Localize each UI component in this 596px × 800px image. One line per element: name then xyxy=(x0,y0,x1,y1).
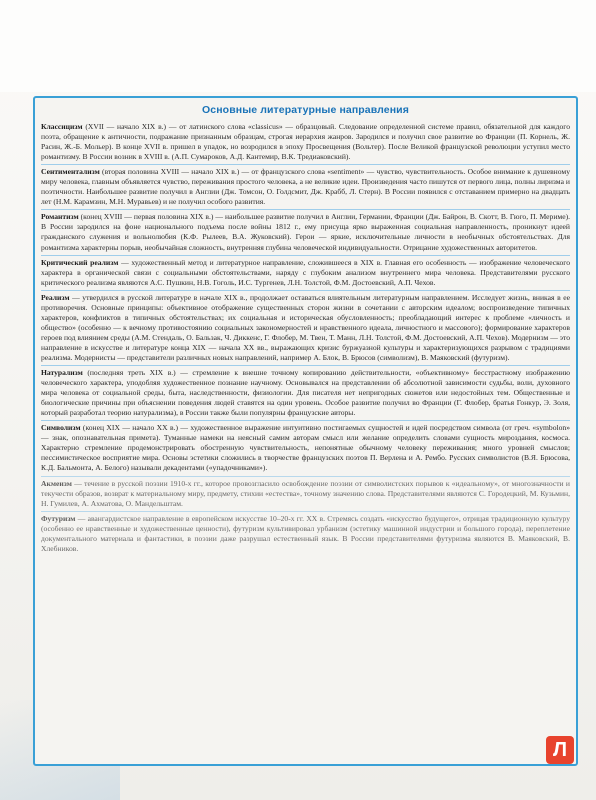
entry-text: (конец XIX — начало XX в.) — художественное выражение интуитивно постигаемых сущностей и идей посредством символа (от греч. «symbolon» — знак, опознавательная примета). Туманные намеки на неясный самим авторам смысл или желание определить словами сущность мироздания, космоса. Характерно стремление продемонстрировать обостренную чувствительность, непонятные обычному человеку переживания; много уровней смыслов; пессимистическое восприятие мира. Основы эстетики сложились в творчестве французских поэтов П. Верлена и А. Рембо. Русских символистов (В.Я. Брюсова, К.Д. Бальмонта, А. Белого) называли декадентами («упадочниками»). xyxy=(41,423,570,473)
entry-text: — авангардистское направление в европейском искусстве 10–20-х гг. XX в. Стремясь создать «искусство будущего», отрицая традиционную культуру (особенно ее нравственные и художественные ценности), футуризм культивировал урбанизм (эстетику машинной индустрии и большого города), переплетение документального материала и фантастики, в поэзии даже разрушал естественный язык. В России представителями футуризма являются В. Маяковский, В. Хлебников. xyxy=(41,513,570,553)
entry-term: Классицизм xyxy=(41,122,83,131)
entry-text: (конец XVIII — первая половина XIX в.) — наибольшее развитие получил в Англии, Германии, Франции (Дж. Байрон, В. Скотт, В. Гюго, П. Мериме). В России зародился на фоне национального подъема после войны 1812 г., ему присуща ярко выраженная социальная направленность, проникнут идеей гражданского служения и вольнолюбия (К.Ф. Рылеев, В.А. Жуковский). Герои — яркие, исключительные личности в необычных обстоятельствах. Для романтизма характерны порыв, необычайная сложность, внутренняя глубина человеческой индивидуальности. Отрицание художественных авторитетов. xyxy=(41,212,570,252)
litres-logo-badge: Л xyxy=(546,736,574,764)
entry-futurism xyxy=(41,511,570,556)
entry-text: — утвердился в русской литературе в начале XIX в., продолжает оставаться влиятельным литературным направлением. Исследует жизнь, вникая в ее противоречия. Основные принципы: объективное отображение существенных сторон жизни в сочетании с авторским идеалом; воспроизведение типичных характеров, конфликтов в типичных обстоятельствах; их социальная и историческая обусловленность; преобладающий интерес к проблеме «личность и общество» (особенно — к вечному противостоянию социальных закономерностей и нравственного идеала, личностного и массового); формирование характеров героев под влиянием среды (А.М. Стендаль, О. Бальзак, Ч. Диккенс, Г. Флобер, М. Твен, Т. Манн, Л.Н. Толстой, Ф.М. Достоевский, А.П. Чехов). Модернизм — это направление в искусстве и литературе конца XIX — начала XX вв., выражающих кризис буржуазной культуры и характеризующихся разрывом с традициями реализма. Модернисты — представители различных новых направлений, например А. Блок, В. Брюсов (символизм), В. Маяковский (футуризм). xyxy=(41,292,570,362)
page-top-margin xyxy=(0,0,596,92)
entry-text: (вторая половина XVIII — начало XIX в.) — от французского слова «sentiment» — чувство, чувствительность. Особое внимание к душевному миру человека, главным объявляется чувство, переживания простого человека, а не великие идеи. Произведения часто пишутся от первого лица, полны лиризма и поэтичности. Наибольшее развитие получил в Англии (Дж. Томсон, О. Голдсмит, Дж. Крабб, Л. Стерн). В России появился с отставанием примерно на двадцать лет (Н.М. Карамзин, М.Н. Муравьев) и не получил особого развития. xyxy=(41,167,570,207)
entry-text: — художественный метод и литературное направление, сложившееся в XIX в. Главная его особенность — изображение человеческого характера в органической связи с социальными обстоятельствами, наряду с глубоким анализом внутреннего мира человека. Представителями русского критического реализма являются А.С. Пушкин, Н.В. Гоголь, И.С. Тургенев, Л.Н. Толстой, Ф.М. Достоевский, А.П. Чехов. xyxy=(41,257,571,287)
entry-term: Сентиментализм xyxy=(41,167,100,177)
entry-term: Критический реализм xyxy=(41,257,119,267)
entry-sentimentalism xyxy=(41,164,570,209)
entry-symbolism xyxy=(41,420,570,475)
entry-romanticism xyxy=(41,209,570,254)
entry-term: Футуризм xyxy=(41,513,76,523)
entry-text: (последняя треть XIX в.) — стремление к внешне точному копированию действительности, «объективному» бесстрастному изображению человеческого характера, уподобляя художественное познание научному. Основывался на представлении об абсолютной зависимости судьбы, воли, духовного мира человека от социальной среды, быта, наследственности, физиологии. Для писателя нет непригодных сюжетов или недостойных тем. Общественные и биологические причины при объяснении поведения людей ставятся на один уровень. Особое развитие получил во Франции (Г. Флобер, братья Гонкур, Э. Золя, который разработал теорию натурализма), в России также были популярны французские авторы. xyxy=(41,368,570,418)
entry-term: Акмеизм xyxy=(41,478,72,488)
content-frame xyxy=(33,96,578,766)
entry-classicism xyxy=(41,122,570,164)
entry-term: Натурализм xyxy=(41,368,83,378)
entry-naturalism xyxy=(41,365,570,420)
entry-critical-realism xyxy=(41,255,570,290)
entry-term: Романтизм xyxy=(41,212,79,222)
entry-text: — течение в русской поэзии 1910-х гг., которое провозгласило освобождение поэзии от символистских порывов к «идеальному», от многозначности и текучести образов, возврат к материальному миру, предмету, стихии «естества», точному значению слова. Представителями являются С. Городецкий, М. Кузьмин, Н. Гумилев, А. Ахматова, О. Мандельштам. xyxy=(41,478,570,508)
entry-acmeism xyxy=(41,476,570,511)
entry-text: (XVII — начало XIX в.) — от латинского слова «classicus» — образцовый. Следование определенной системе правил, обязательной для каждого поэта, обращение к античности, подражание признанным образцам, строгая иерархия жанров. Зародился и получил свое развитие во Франции (П. Корнель, Ж. Расин, Ж.-Б. Мольер). В конце XVII в. пришел в упадок, но возродился в эпоху Просвещения (Вольтер). После Великой французской революции уступил место романтизму. В России возник в XVIII в. (А.П. Сумароков, А.Д. Кантемир, В.К. Тредиаковский). xyxy=(41,122,570,162)
entry-realism xyxy=(41,290,570,365)
entry-term: Реализм xyxy=(41,292,70,302)
document-title: Основные литературные направления xyxy=(202,104,409,116)
entry-term: Символизм xyxy=(41,423,81,433)
